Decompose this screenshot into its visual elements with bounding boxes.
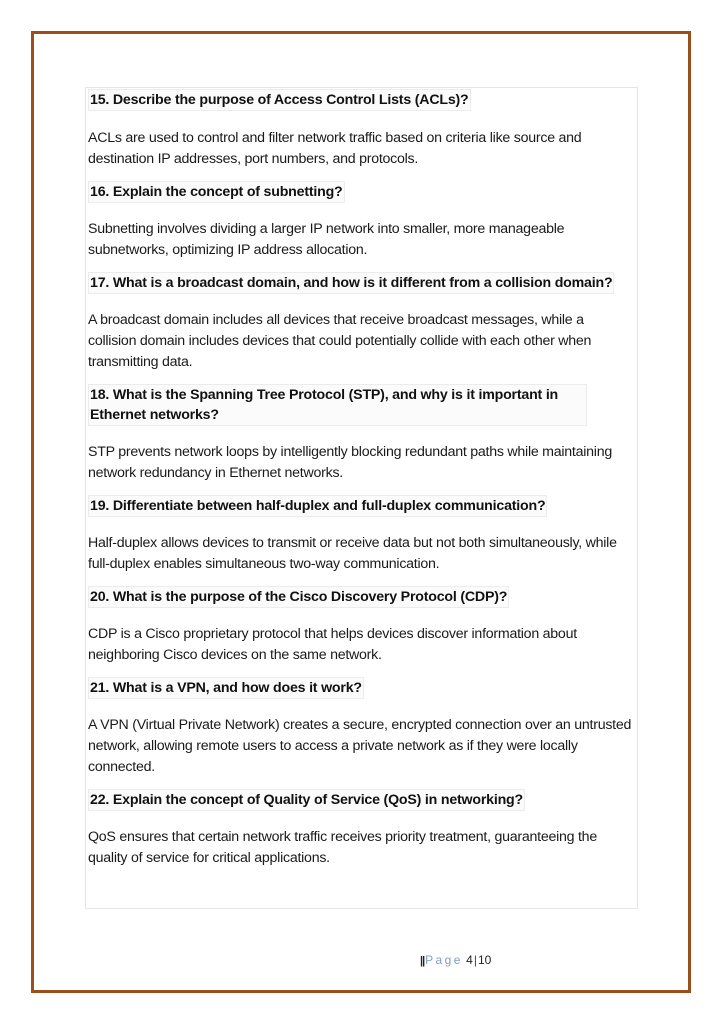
footer-marker: || [420, 955, 425, 967]
qa-item [88, 495, 637, 575]
answer-text: A broadcast domain includes all devices that receive broadcast messages, while a collision domain includes devices that could potentially collide with each other when transmitting data. [88, 312, 592, 370]
answer-text: Half-duplex allows devices to transmit or receive data but not both simultaneously, while full-duplex enables simultaneous two-way communication. [88, 535, 617, 572]
answer-text: Subnetting involves dividing a larger IP network into smaller, more manageable subnetworks, optimizing IP address allocation. [88, 221, 565, 258]
question-heading: 16. Explain the concept of subnetting? [88, 181, 345, 203]
qa-content-box [85, 87, 638, 909]
qa-item [88, 789, 637, 869]
page-separator: | [473, 953, 477, 967]
page-label: Page [425, 953, 463, 967]
answer-text: A VPN (Virtual Private Network) creates a secure, encrypted connection over an untrusted network, allowing remote users to access a private network as if they were locally connected. [88, 717, 632, 775]
question-heading: 15. Describe the purpose of Access Control Lists (ACLs)? [88, 89, 471, 111]
answer-text: CDP is a Cisco proprietary protocol that helps devices discover information about neighboring Cisco devices on the same network. [88, 626, 577, 663]
qa-item [88, 272, 637, 373]
question-heading: 22. Explain the concept of Quality of Service (QoS) in networking? [88, 789, 525, 811]
question-heading: 18. What is the Spanning Tree Protocol (STP), and why is it important in Ethernet networks? [88, 384, 587, 426]
qa-item [88, 677, 637, 778]
total-pages-number: 10 [477, 953, 492, 967]
current-page-number: 4 [466, 953, 473, 967]
question-heading: 19. Differentiate between half-duplex and full-duplex communication? [88, 495, 547, 517]
qa-item [88, 384, 637, 484]
question-heading: 17. What is a broadcast domain, and how is it different from a collision domain? [88, 272, 614, 294]
question-heading: 20. What is the purpose of the Cisco Discovery Protocol (CDP)? [88, 586, 509, 608]
qa-item [88, 89, 637, 170]
qa-item [88, 586, 637, 666]
answer-text: QoS ensures that certain network traffic receives priority treatment, guaranteeing the quality of service for critical applications. [88, 829, 597, 866]
question-heading: 21. What is a VPN, and how does it work? [88, 677, 364, 699]
qa-item [88, 181, 637, 261]
answer-text: ACLs are used to control and filter network traffic based on criteria like source and destination IP addresses, port numbers, and protocols. [88, 130, 582, 167]
page-footer [420, 953, 491, 967]
answer-text: STP prevents network loops by intelligently blocking redundant paths while maintaining network redundancy in Ethernet networks. [88, 444, 612, 481]
